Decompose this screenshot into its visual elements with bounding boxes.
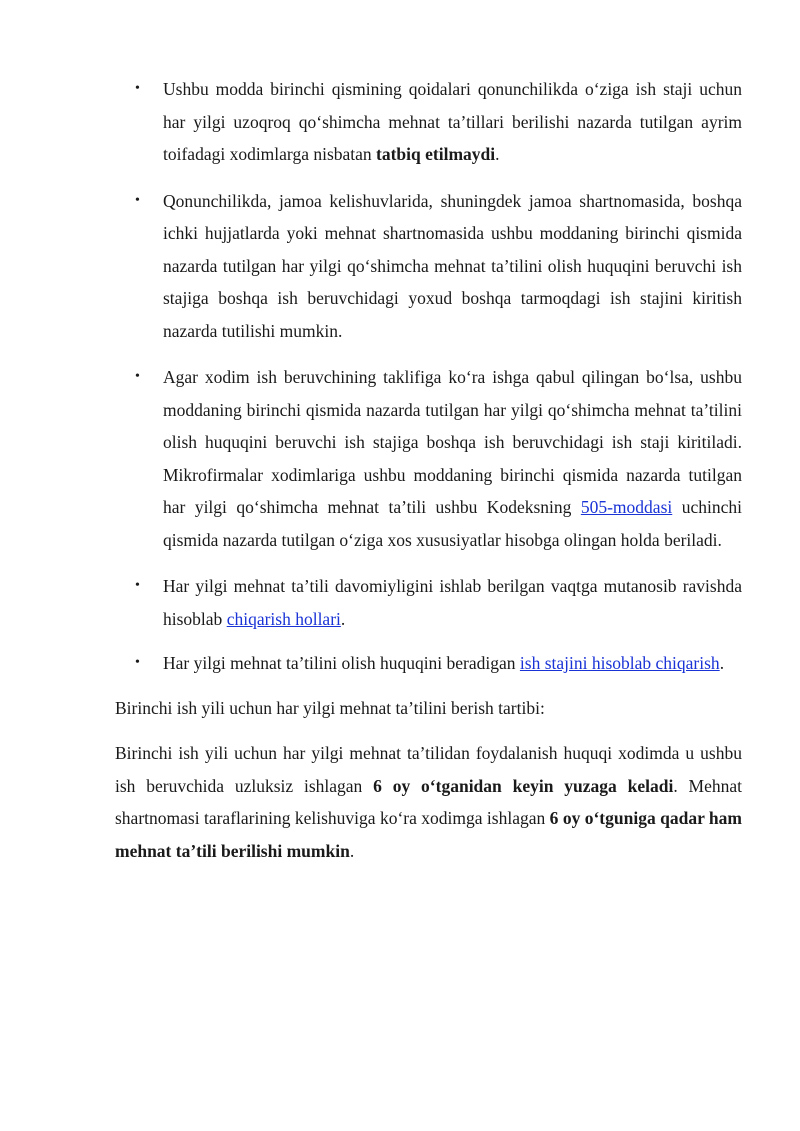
bullet-icon: • — [135, 369, 140, 384]
list-item: • Qonunchilikda, jamoa kelishuvlarida, shuningdek jamoa shartnomasida, boshqa ichki hujjatlarda yoki mehnat shartnomasida ushbu moddaning birinchi qismida nazarda tutilgan har yilgi qo‘shimcha mehnat ta’tilini olish huquqini beruvchi ish stajiga boshqa ish beruvchidagi yoxud boshqa tarmoqdagi ish stajini kiritish nazarda tutilishi mumkin. — [115, 185, 742, 348]
bold-text: 6 oy o‘tganidan keyin yuzaga keladi — [373, 775, 674, 796]
list-item: • Har yilgi mehnat ta’tilini olish huquqini beradigan ish stajini hisoblab chiqarish. — [115, 647, 742, 680]
final-paragraph: Birinchi ish yili uchun har yilgi mehnat ta’tilidan foydalanish huquqi xodimda u ushbu ish beruvchida uzluksiz ishlagan 6 oy o‘tganidan keyin yuzaga keladi. Mehnat shartnomasi taraflarining kelishuviga ko‘ra xodimga ishlagan 6 oy o‘tguniga qadar ham mehnat ta’tili berilishi mumkin. — [115, 743, 742, 861]
list-item: • Ushbu modda birinchi qismining qoidalari qonunchilikda o‘ziga ish staji uchun har yilgi uzoqroq qo‘shimcha mehnat ta’tillari berilishi nazarda tutilgan ayrim toifadagi xodimlarga nisbatan tatbiq etilmaydi. — [115, 73, 742, 171]
bullet-icon: • — [135, 655, 140, 670]
bold-text: tatbiq etilmaydi — [376, 144, 496, 164]
list-item: • Agar xodim ish beruvchining taklifiga ko‘ra ishga qabul qilingan bo‘lsa, ushbu moddaning birinchi qismida nazarda tutilgan har yilgi qo‘shimcha mehnat ta’tilini olish huquqini beruvchi ish stajiga boshqa ish beruvchidagi ish staji kiritiladi. Mikrofirmalar xodimlariga ushbu moddaning birinchi qismida nazarda tutilgan har yilgi qo‘shimcha mehnat ta’tili ushbu Kodeksning 505-moddasi uchinchi qismida nazarda tutilgan o‘ziga xos xususiyatlar hisobga olingan holda beriladi. — [115, 361, 742, 556]
list-item: • Har yilgi mehnat ta’tili davomiyligini ishlab berilgan vaqtga mutanosib ravishda hisoblab chiqarish hollari. — [115, 570, 742, 635]
link-chiqarish-hollari[interactable]: chiqarish hollari — [226, 608, 341, 629]
bullet-list — [115, 73, 742, 680]
link-ish-stajini-hisoblab[interactable]: ish stajini hisoblab chiqarish — [519, 653, 720, 673]
bullet-icon: • — [135, 192, 140, 208]
link-505-moddasi[interactable]: 505-moddasi — [580, 497, 673, 517]
section-heading: Birinchi ish yili uchun har yilgi mehnat ta’tilini berish tartibi: — [115, 697, 545, 718]
bold-text: 6 oy o‘tguniga qadar ham mehnat ta’tili berilishi mumkin — [115, 808, 742, 861]
bullet-icon: • — [135, 578, 140, 593]
bullet-icon: • — [135, 81, 140, 96]
